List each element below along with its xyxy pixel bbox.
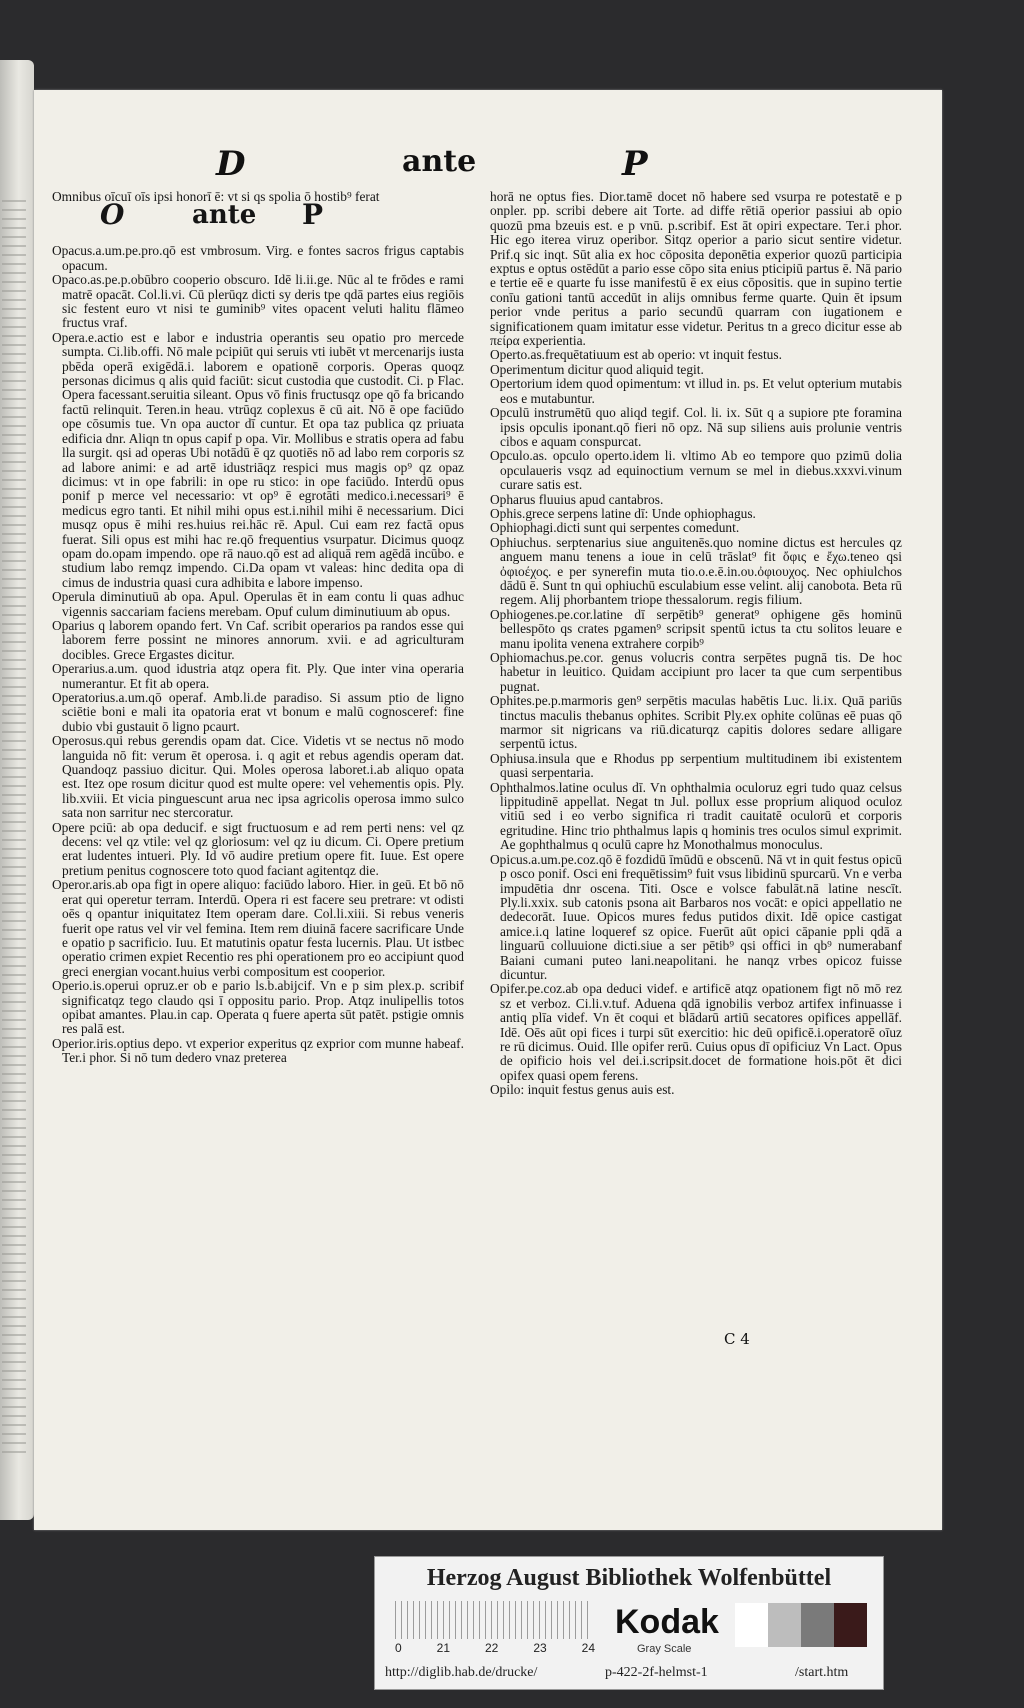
entry-opilo: Opilo: inquit festus genus auis est. (490, 1082, 675, 1098)
entry-opera: Opera.e.actio est e labor e industria operantis seu opatio pro mercede sumpta. Ci.lib.offi. Nō male pcipiūt qui seruis vti iubēt vt mercenarijs iusta pbēda operā exigēdā.i. laborem e opationē corporis. Operas quoqz personas dicimus q alis quid faciūt: sicut custodia que custodit. Ci. p Flac. Opera facessant.seruitia sileant. Opus vō finis fructusqz ope qō fa bricando factū relinquit. Teren.in heau. vtrūqz coplexus ē cū ait. Nō ē ope faciūdo ope cōsumis tue. Vn opa auctor dī cuntur. Et opa taz publica qz priuata edificia dnr. Aliqn tn opus capif p opa. Vir. Mollibus e stratis opera ad fabu lla surgit. qsi ad operas Ubi notādū ē qz quotiēs nō ad labo rem corporis sz ad labore animi: e ad artē idustriāqz respici mus magis op⁹ qz opaz dicimus: vt in ope fabrili: in ope ru stico: in ope faciūdo. Interdū opus ponif p merce vel necessario: vt op⁹ ē egrotāti medico.i.necessari⁹ ē medicus egro tanti. Et nihil mihi opus est.i.nihil mihi ē necessarium. Dici musqz opus ē mihi res.huius rei.hāc rē. Apul. Cui eam rez factā opus fuerat. Sili opus est mihi hac re.qō frequentius vsurpatur. Dicimus quoqz opam do.opam impendo. ope rā nauo.qō est ad aliquā rem agēdā incūbo. e studium labo remqz impendo. Ci.Da opam vt valeas: hinc dedita opa di cimus de industria quasi cura adhibita e labore impenso. (52, 329, 464, 590)
entry-ophites: Ophites.pe.p.marmoris gen⁹ serpētis maculas habētis Luc. li.ix. Quā pariūs tinctus maculis thebanus ophites. Scribit Ply.ex ophite colūnas eē puas qō marmor sit nigricans va riū.dicaturqz capitis dolores sedare alligare serpentū ictus. (490, 693, 902, 752)
entry-operculum: Opculū instrumētū quo aliqd tegif. Col. li. ix. Sūt q a supiore pte foramina ipsis opculis iponant.qō fieri nō opz. Nā sup siliens auis prolunie ventris cibos e aquam conspurcat. (490, 405, 902, 449)
section-head (52, 198, 464, 242)
gray-swatch (768, 1603, 801, 1647)
ruler-number: 23 (533, 1641, 547, 1655)
book-page (34, 90, 942, 1530)
entry-oparius: Oparius q laborem opando fert. Vn Caf. scribit operarios pa randos esse qui laborem ferre possint ne minores annorum. xvii. e ad agriculturam docibles. Grece Ergastes dicitur. (52, 617, 464, 662)
ruler-numbers (395, 1641, 595, 1655)
entry-operior: Operior.iris.optius depo. vt experior experitus qz exprior com munne habeaf. Ter.i phor. Si nō tum dedero vnaz preterea (52, 1035, 464, 1066)
entry-opifer: Opifer.pe.coz.ab opa deduci videf. e artificē atqz opationem figt nō mō rez sz et verboz. Ci.li.v.tuf. Aduena qdā ignobilis verboz artifex infinuasse i antiq plīa videf. Vn ēt coqui et blādarū artiū secatores opifices appellāf. Idē. Oēs aūt opi fices i turpi sūt exercitio: hic deū opificē.i.operatorē oīuz re rū dicimus. Ouid. Ille opifer rerū. Cuius opus dī opificiuz Vn Lact. Opus de opificio hois vel dei.i.scripsit.docet de formatione hois.pōt ēt dici opifex quasi opem ferens. (490, 981, 902, 1083)
running-head (34, 144, 942, 184)
section-head-right-letter: P (302, 198, 324, 232)
entry-operimentum: Operimentum dicitur quod aliquid tegit. (490, 361, 704, 377)
gray-swatch (735, 1603, 768, 1647)
gray-swatch (801, 1603, 834, 1647)
entry-opaco: Opaco.as.pe.p.obūbro cooperio obscuro. Idē li.ii.ge. Nūc al te frōdes e rami matrē opacāt. Col.li.vi. Cū plerūqz dicti sy deris tpe qdā partes eius regiōis sic festent euro vt nisi te guminib⁹ vites opacent veluti halitu flāmeo fructus vraf. (52, 272, 464, 331)
ruler-number: 0 (395, 1641, 402, 1655)
entry-opharus: Opharus fluuius apud cantabros. (490, 491, 664, 507)
entry-opacus: Opacus.a.um.pe.pro.qō est vmbrosum. Virg. e fontes sacros frigus captabis opacum. (52, 243, 464, 273)
previous-leaf-edge (0, 60, 34, 1520)
shelfmark: p-422-2f-helmst-1 (605, 1665, 708, 1680)
entry-opere-precium: Opere pciū: ab opa deducif. e sigt fructuosum e ad rem perti nens: vel qz decens: vel qz vtile: vel qz gloriosum: vel qz iu dicum. Ci. Opere pretium erat ludentes intueri. Ply. Id vō audire pretium opere fit. Iuue. Est opere pretium penitus cognoscere toto quod faciant agitentqz die. (52, 819, 464, 878)
ruler-scale (395, 1601, 590, 1639)
entry-ophiomachus: Ophiomachus.pe.cor. genus volucris contra serpētes pugnā tis. De hoc habetur in leuitico. Quidam accipiunt pro lacer ta que cum serpentibus pugnat. (490, 650, 902, 694)
entry-opertorium: Opertorium idem quod opimentum: vt illud in. ps. Et velut opterium mutabis eos e mutabuntur. (490, 376, 902, 406)
entry-operto: Operto.as.frequētatiuum est ab operio: vt inquit festus. (490, 347, 782, 363)
entry-opicus: Opicus.a.um.pe.coz.qō ē fozdidū īmūdū e obscenū. Nā vt in quit festus opicū p osco ponif. Osci eni frequētissim⁹ fuit vsus libidinū spurcarū. Vn e verba impudētia dnr oscena. Titi. Osce e volsce fabulāt.nā latine nescīt. Ply.li.xxix. sub catonis psona ait Barbaros nos vocāt: e opici appellatio ne dedecorāt. Iuue. Opicos mures fedus putidos dixit. Idē opice castigat amice.i.q latine loqueref sz opice. Fuerūt aūt opici cāpanie ppli qdā a linguarū colluuione dicti.siue a ser pētib⁹ qsi offici in qb⁹ numerabanf Baiani cumani puteo lani.neapolitani. he nanqz vrbes opicoz fuisse dicuntur. (490, 851, 902, 982)
entry-operula: Operula diminutiuū ab opa. Apul. Operulas ēt in eam contu li quas adhuc vigennis saccariam faciens merebam. Opuf culum diminutiuum ab opus. (52, 589, 464, 619)
gray-swatch (834, 1603, 867, 1647)
entry-ophthalmos: Ophthalmos.latine oculus dī. Vn ophthalmia oculoruz egri tudo quaz celsus lippitudinē appellat. Negat tn Jul. pollux esse proprium aliquod oculoz vitiū sed i eo verbo significa ri tradit cauitatē oculorū et corporis egritudine. Hinc trio phthalmus lapis q hominis tres oculos simul exprimit. Ae gophthalmus q oculū capre hz Monothalmus monoculus. (490, 779, 902, 853)
left-column (52, 190, 464, 1066)
start-page: /start.htm (795, 1665, 849, 1680)
left-top-line: Omnibus oīcuī oīs ipsi honorī ē: vt si qs spolia ō hostib⁹ ferat (52, 189, 380, 204)
entry-ophiusa: Ophiusa.insula que e Rhodus pp serpentium multitudinem ibi existentem quasi serpentaria. (490, 750, 902, 781)
gray-scale-caption: Gray Scale (637, 1643, 692, 1655)
ruler-number: 21 (436, 1641, 451, 1655)
running-head-left-letter: D (216, 144, 246, 184)
entry-operosus: Operosus.qui rebus gerendis opam dat. Cice. Videtis vt se nectus nō modo languida nō fit: verum ēt operosa. i. q agit et rebus agendis operam dat. Quandoqz passiuo dicitur. Qui. Moles operosa laboret.i.ab aliquo opata est. Itez ope rosum dicitur quod est multe opere: vel vehementis opis. Ply. lib.xviii. Et vicia pinguescunt arua nec ipsa agricolis operosa immo sulco sata non sarritur nec stercoratur. (52, 733, 464, 821)
section-head-title: ante (192, 200, 257, 231)
entry-operarius: Operarius.a.um. quod idustria atqz opera fit. Ply. Que inter vina operaria numerantur. Et fit ab opera. (52, 661, 464, 691)
entry-operio: Operio.is.operui opruz.er ob e pario ls.b.abijcif. Vn e p sim plex.p. scribif significatqz tego claudo qsi ī oppositu pario. Prop. Atqz inulipellis totos opibat amantes. Plau.in cap. Operata q fuere aperta sūt patēt. pstigie omnis res palā est. (52, 978, 464, 1037)
running-head-title: ante (402, 144, 477, 179)
library-label (374, 1556, 884, 1690)
right-column (490, 190, 902, 1098)
entry-ophiuchus: Ophiuchus. serptenarius siue anguitenēs.quo nomine dictus est hercules qz anguem manu tenens a ioue in celū trāslat⁹ fit ὄφις e ἔχω.teneo qsi ὀφιοέχος. e per synerefin muta tio.o.e.ē.in.ου.ὀφιουχος. Nec ophiulchos dādū ē. Sunt tn qui ophiuchū esculabium esse velint. alij canobota. Beta rū regem. Alij phorbantem triope thessalorum. regis filium. (490, 534, 902, 608)
running-head-right-letter: P (622, 144, 648, 184)
gutter-text-fragment (2, 200, 26, 1460)
entry-operior-continued: horā ne optus fies. Dior.tamē docet nō habere sed vsurpa re potestatē e p onpler. pp. scribi debere ait Torte. ad diffe rētiā operior passiui ab opio quozū pma bzeuis est. e p vnū. p.scribif. Est āt opiri expectare. Ter.i phor. Hic ego iterea viruz operibor. Sitqz operior a pario sicut sentire videtur. Prif.q sic inqt. Sūt alia ex hoc cōposita deponētia experior quozū participia exptus e optus ostēdūt a pario esse cōpo sita enius pticipiū partus ē. Nā pario e tertie eē e quarte fu isse manifestū ē ex eius cōpositis. que in supino tertie conīu gationi tantū accedūt in alijs omnibus ferme quarte. Quin ēt ipsum perior vnde peritus a pario secundū quarram con iugationem e significationem quam imitatur esse videtur. Peritus tn a greco dicitur esse ab πείρα experientia. (490, 189, 902, 349)
ruler-number: 22 (484, 1641, 499, 1655)
label-footer (375, 1661, 883, 1685)
signature-mark: C 4 (724, 1330, 750, 1348)
digital-library-url: http://diglib.hab.de/drucke/ (385, 1665, 538, 1680)
ruler-number: 24 (581, 1641, 595, 1655)
entry-ophis: Ophis.grece serpens latine dī: Unde ophiophagus. (490, 505, 756, 521)
entry-operor: Operor.aris.ab opa figt in opere aliquo: faciūdo laboro. Hier. in geū. Et bō nō erat qui operetur terram. Interdū. Opera ri est facere seu pretrare: vt odisti oēs q opantur iniquitatez Item operam dare. Col.li.xiii. Si rebus veneris fuerit ope ratus vel vir vel femina. Item rem diuinā facere sacrificare Unde e opatio p sacrificio. Iuu. Et matutinis opatur festa lucernis. Plau. Ut istbec operatio crimen expiet Recentio res phi operationem pro eo accipiunt quod greci energian vocant.huius verbi compositum est cooperior. (52, 877, 464, 979)
entry-operculo: Opculo.as. opculo operto.idem li. vltimo Ab eo tempore quo pzimū dolia opculaueris vsqz ad equinoctium vernum se mel in diebus.xxxvi.vinum curare satis est. (490, 448, 902, 493)
gray-swatches (735, 1603, 867, 1647)
kodak-logo: Kodak (615, 1603, 719, 1641)
entry-operatorius: Operatorius.a.um.qō operaf. Amb.li.de paradiso. Si assum ptio de ligno sciētie boni e mali ita opatoria erat vt bonum e malū cognosceref: fine dubio vbi gustauit ō ligno pcaurt. (52, 690, 464, 734)
entry-ophiogenes: Ophiogenes.pe.cor.latine dī serpētib⁹ generat⁹ ophigene gēs hominū bellespōto qs crates pgamen⁹ scripsit spentū ictus ta ctu solitos leuare e manu ipolita venena extrahere corpib⁹ (490, 606, 902, 651)
entry-ophiophagi: Ophiophagi.dicti sunt qui serpentes comedunt. (490, 520, 740, 536)
library-name: Herzog August Bibliothek Wolfenbüttel (426, 1565, 832, 1591)
section-head-left-letter: O (100, 198, 125, 232)
